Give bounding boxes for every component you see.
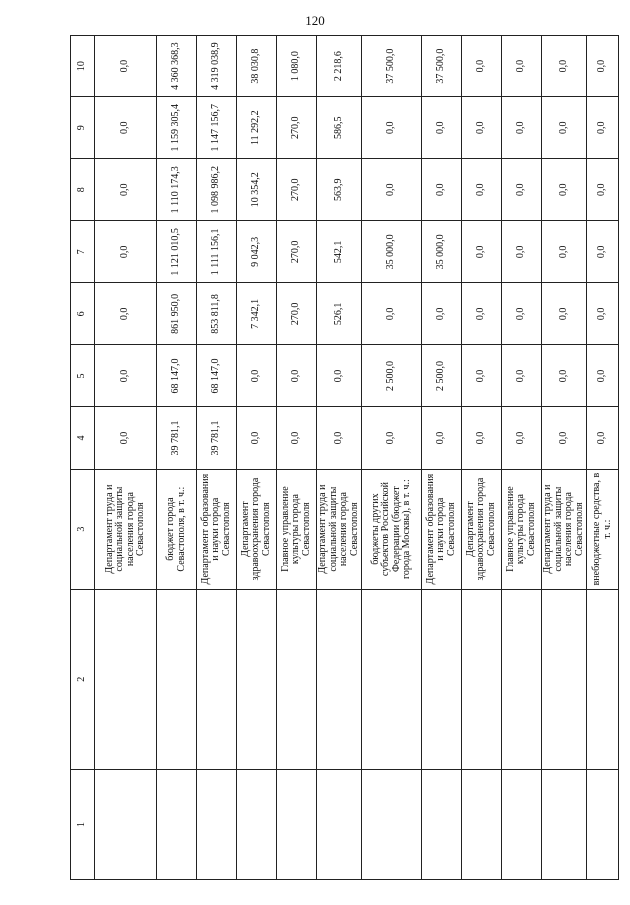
column-header: 1	[71, 769, 95, 879]
value-cell: 1 110 174,3	[157, 159, 197, 221]
row-col-1	[237, 769, 277, 879]
value-cell: 0,0	[95, 407, 157, 469]
value-cell: 0,0	[502, 36, 542, 97]
rotated-table-wrapper	[70, 35, 613, 880]
value-cell: 0,0	[95, 345, 157, 407]
table-row	[237, 36, 277, 880]
row-name-cell: Департамент образования и науки города Севастополя	[197, 469, 237, 589]
row-col-2	[197, 589, 237, 769]
value-cell: 1 080,0	[277, 36, 317, 97]
row-col-2	[277, 589, 317, 769]
row-name-cell: Департамент труда и социальной защиты населения города Севастополя	[95, 469, 157, 589]
row-col-1	[157, 769, 197, 879]
value-cell: 0,0	[95, 36, 157, 97]
column-header: 7	[71, 221, 95, 283]
row-name-cell: внебюджетные средства, в т. ч.:	[587, 469, 619, 589]
value-cell: 0,0	[422, 159, 462, 221]
row-name-cell: Департамент труда и социальной защиты населения города Севастополя	[542, 469, 587, 589]
value-cell: 563,9	[317, 159, 362, 221]
value-cell: 68 147,0	[157, 345, 197, 407]
value-cell: 0,0	[587, 345, 619, 407]
value-cell: 0,0	[362, 97, 422, 159]
value-cell: 1 147 156,7	[197, 97, 237, 159]
value-cell: 0,0	[362, 159, 422, 221]
value-cell: 68 147,0	[197, 345, 237, 407]
value-cell: 0,0	[422, 97, 462, 159]
column-header: 3	[71, 469, 95, 589]
value-cell: 0,0	[587, 221, 619, 283]
value-cell: 0,0	[542, 97, 587, 159]
value-cell: 39 781,1	[197, 407, 237, 469]
row-col-1	[422, 769, 462, 879]
row-name-cell: бюджет города Севастополя, в т. ч.:	[157, 469, 197, 589]
column-header: 5	[71, 345, 95, 407]
value-cell: 270,0	[277, 159, 317, 221]
column-header: 6	[71, 283, 95, 345]
value-cell: 0,0	[462, 345, 502, 407]
value-cell: 1 098 986,2	[197, 159, 237, 221]
value-cell: 0,0	[542, 159, 587, 221]
value-cell: 0,0	[95, 159, 157, 221]
table-row	[462, 36, 502, 880]
row-name-cell: Департамент здравоохранения города Севастополя	[237, 469, 277, 589]
row-col-2	[157, 589, 197, 769]
value-cell: 0,0	[542, 36, 587, 97]
value-cell: 0,0	[587, 283, 619, 345]
row-name-cell: Департамент здравоохранения города Севастополя	[462, 469, 502, 589]
header-row	[71, 36, 95, 880]
row-col-2	[462, 589, 502, 769]
value-cell: 542,1	[317, 221, 362, 283]
value-cell: 0,0	[542, 221, 587, 283]
value-cell: 0,0	[502, 97, 542, 159]
value-cell: 10 354,2	[237, 159, 277, 221]
value-cell: 0,0	[277, 407, 317, 469]
value-cell: 0,0	[502, 345, 542, 407]
value-cell: 0,0	[462, 159, 502, 221]
row-col-2	[542, 589, 587, 769]
value-cell: 0,0	[542, 345, 587, 407]
row-col-1	[197, 769, 237, 879]
value-cell: 38 030,8	[237, 36, 277, 97]
value-cell: 0,0	[462, 221, 502, 283]
value-cell: 853 811,8	[197, 283, 237, 345]
row-col-2	[237, 589, 277, 769]
budget-table	[70, 35, 619, 880]
row-col-2	[502, 589, 542, 769]
table-row	[502, 36, 542, 880]
value-cell: 861 950,0	[157, 283, 197, 345]
value-cell: 0,0	[317, 407, 362, 469]
column-header: 8	[71, 159, 95, 221]
value-cell: 0,0	[587, 407, 619, 469]
row-col-1	[462, 769, 502, 879]
value-cell: 270,0	[277, 221, 317, 283]
value-cell: 0,0	[362, 407, 422, 469]
value-cell: 0,0	[587, 36, 619, 97]
table-row	[157, 36, 197, 880]
value-cell: 37 500,0	[362, 36, 422, 97]
row-col-1	[502, 769, 542, 879]
value-cell: 9 042,3	[237, 221, 277, 283]
value-cell: 526,1	[317, 283, 362, 345]
row-col-2	[422, 589, 462, 769]
value-cell: 7 342,1	[237, 283, 277, 345]
table-row	[317, 36, 362, 880]
row-col-1	[277, 769, 317, 879]
value-cell: 0,0	[277, 345, 317, 407]
value-cell: 0,0	[95, 221, 157, 283]
value-cell: 0,0	[317, 345, 362, 407]
value-cell: 2 500,0	[362, 345, 422, 407]
row-name-cell: Департамент образования и науки города Севастополя	[422, 469, 462, 589]
value-cell: 0,0	[95, 97, 157, 159]
row-col-1	[362, 769, 422, 879]
column-header: 4	[71, 407, 95, 469]
value-cell: 0,0	[502, 159, 542, 221]
row-name-cell: бюджеты других субъектов Российской Федерации (бюджет города Москвы), в т. ч.:	[362, 469, 422, 589]
value-cell: 0,0	[95, 283, 157, 345]
table-row	[277, 36, 317, 880]
row-col-2	[362, 589, 422, 769]
row-col-1	[542, 769, 587, 879]
value-cell: 35 000,0	[422, 221, 462, 283]
value-cell: 0,0	[542, 283, 587, 345]
value-cell: 0,0	[237, 407, 277, 469]
value-cell: 4 319 038,9	[197, 36, 237, 97]
value-cell: 0,0	[587, 159, 619, 221]
value-cell: 0,0	[422, 283, 462, 345]
row-name-cell: Главное управление культуры города Севастополя	[277, 469, 317, 589]
row-name-cell: Департамент труда и социальной защиты населения города Севастополя	[317, 469, 362, 589]
value-cell: 2 500,0	[422, 345, 462, 407]
value-cell: 0,0	[587, 97, 619, 159]
table-row	[542, 36, 587, 880]
row-col-2	[317, 589, 362, 769]
document-sheet	[70, 35, 613, 880]
column-header: 2	[71, 589, 95, 769]
value-cell: 1 121 010,5	[157, 221, 197, 283]
row-name-cell: Главное управление культуры города Севастополя	[502, 469, 542, 589]
value-cell: 35 000,0	[362, 221, 422, 283]
value-cell: 0,0	[362, 283, 422, 345]
value-cell: 0,0	[462, 283, 502, 345]
value-cell: 2 218,6	[317, 36, 362, 97]
row-col-2	[587, 589, 619, 769]
column-header: 9	[71, 97, 95, 159]
value-cell: 0,0	[542, 407, 587, 469]
value-cell: 0,0	[502, 283, 542, 345]
value-cell: 1 111 156,1	[197, 221, 237, 283]
value-cell: 0,0	[422, 407, 462, 469]
value-cell: 1 159 305,4	[157, 97, 197, 159]
value-cell: 586,5	[317, 97, 362, 159]
table-row	[197, 36, 237, 880]
row-col-1	[95, 769, 157, 879]
value-cell: 270,0	[277, 283, 317, 345]
value-cell: 39 781,1	[157, 407, 197, 469]
value-cell: 11 292,2	[237, 97, 277, 159]
value-cell: 37 500,0	[422, 36, 462, 97]
column-header: 10	[71, 36, 95, 97]
value-cell: 0,0	[502, 407, 542, 469]
value-cell: 0,0	[462, 36, 502, 97]
value-cell: 0,0	[462, 407, 502, 469]
table-row	[422, 36, 462, 880]
table-row	[587, 36, 619, 880]
row-col-1	[317, 769, 362, 879]
row-col-1	[587, 769, 619, 879]
value-cell: 270,0	[277, 97, 317, 159]
value-cell: 0,0	[237, 345, 277, 407]
value-cell: 0,0	[462, 97, 502, 159]
row-col-2	[95, 589, 157, 769]
value-cell: 0,0	[502, 221, 542, 283]
value-cell: 4 360 368,3	[157, 36, 197, 97]
page-number: 120	[305, 13, 325, 28]
table-row	[95, 36, 157, 880]
table-row	[362, 36, 422, 880]
